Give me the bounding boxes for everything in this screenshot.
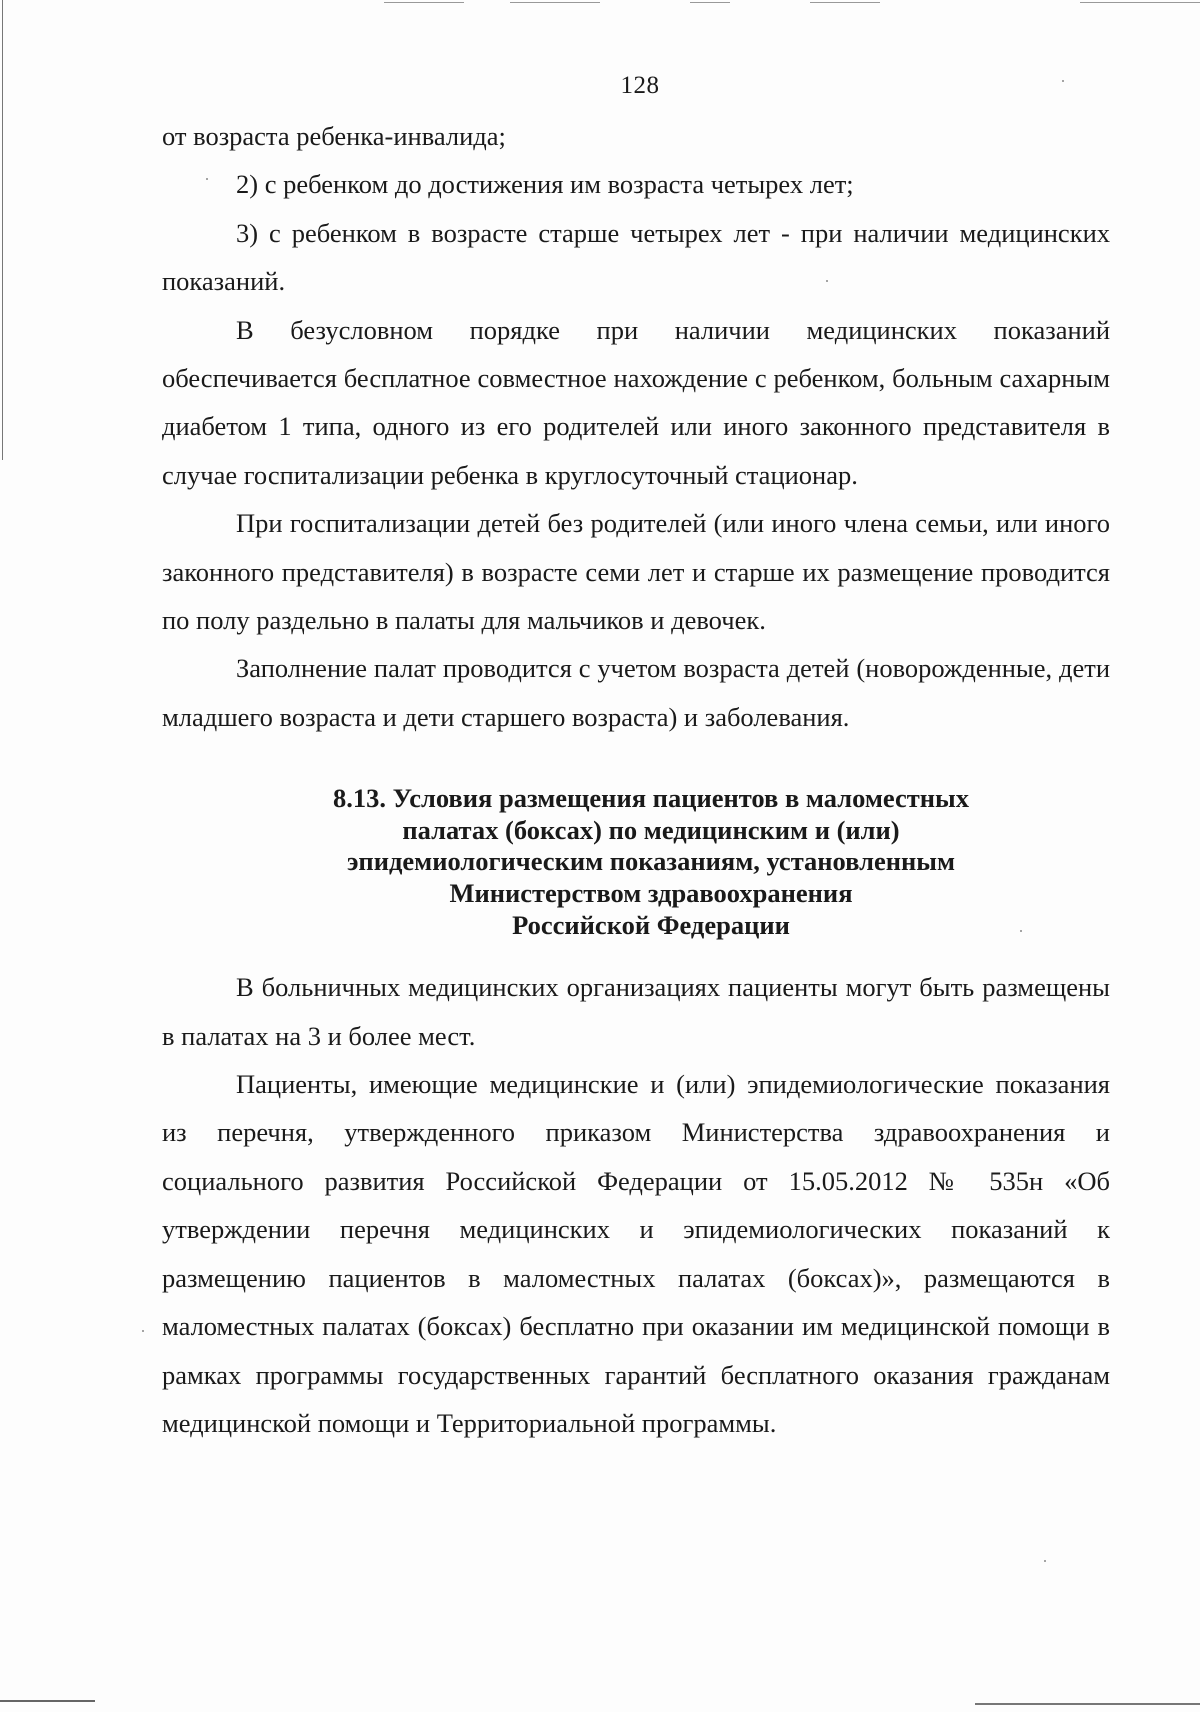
scan-edge-top-3 xyxy=(690,2,730,3)
paragraph: Заполнение палат проводится с учетом возраста детей (новорожденные, дети младшего возраста и дети старшего возраста) и заболевания. xyxy=(162,653,1110,732)
scan-edge-top-2 xyxy=(510,2,600,3)
scan-edge-top-5 xyxy=(1080,2,1200,3)
scan-edge-top-1 xyxy=(384,2,464,3)
paragraph: В больничных медицинских организациях пациенты могут быть размещены в палатах на 3 и более мест. xyxy=(162,972,1110,1051)
section-heading xyxy=(162,783,1110,941)
section-heading-line: 8.13. Условия размещения пациентов в маломестных xyxy=(333,783,969,814)
paragraph: 3) с ребенком в возрасте старше четырех лет - при наличии медицинских показаний. xyxy=(162,217,1110,297)
scan-speck xyxy=(142,1330,144,1332)
scan-speck xyxy=(1044,1560,1046,1562)
paragraph: от возраста ребенка-инвалида; xyxy=(162,121,506,151)
section-heading-line: Российской Федерации xyxy=(512,909,790,940)
section-heading-line: палатах (боксах) по медицинским и (или) xyxy=(402,814,900,845)
scan-edge-left xyxy=(2,0,3,460)
section-heading-line: Министерством здравоохранения xyxy=(449,878,853,909)
section-heading-line: эпидемиологическим показаниям, установленным xyxy=(346,846,956,877)
paragraph: Пациенты, имеющие медицинские и (или) эпидемиологические показания из перечня, утвержденного приказом Министерства здравоохранения и социального развития Российской Федерации от 15.05.2012 № 535н «Об утверждении перечня медицинских и эпидемиологических показаний к размещению пациентов в маломестных палатах (боксах)», размещаются в маломестных палатах (боксах) бесплатно при оказании им медицинской помощи в рамках программы государственных гарантий бесплатного оказания гражданам медицинской помощи и Территориальной программы. xyxy=(162,1069,1110,1438)
paragraph: В безусловном порядке при наличии медицинских показаний обеспечивается бесплатное совместное нахождение с ребенком, больным сахарным диабетом 1 типа, одного из его родителей или иного законного представителя в случае госпитализации ребенка в круглосуточный стационар. xyxy=(162,314,1110,490)
page-number: 128 xyxy=(620,72,660,99)
paragraph: 2) с ребенком до достижения им возраста четырех лет; xyxy=(236,169,854,200)
paragraph: При госпитализации детей без родителей (или иного члена семьи, или иного законного представителя) в возрасте семи лет и старше их размещение проводится по полу раздельно в палаты для мальчиков и девочек. xyxy=(162,508,1110,636)
document-body xyxy=(162,112,1110,1447)
scan-edge-bottom-2 xyxy=(975,1703,1200,1705)
scan-edge-bottom-1 xyxy=(0,1700,95,1702)
scan-edge-top-4 xyxy=(810,2,880,3)
